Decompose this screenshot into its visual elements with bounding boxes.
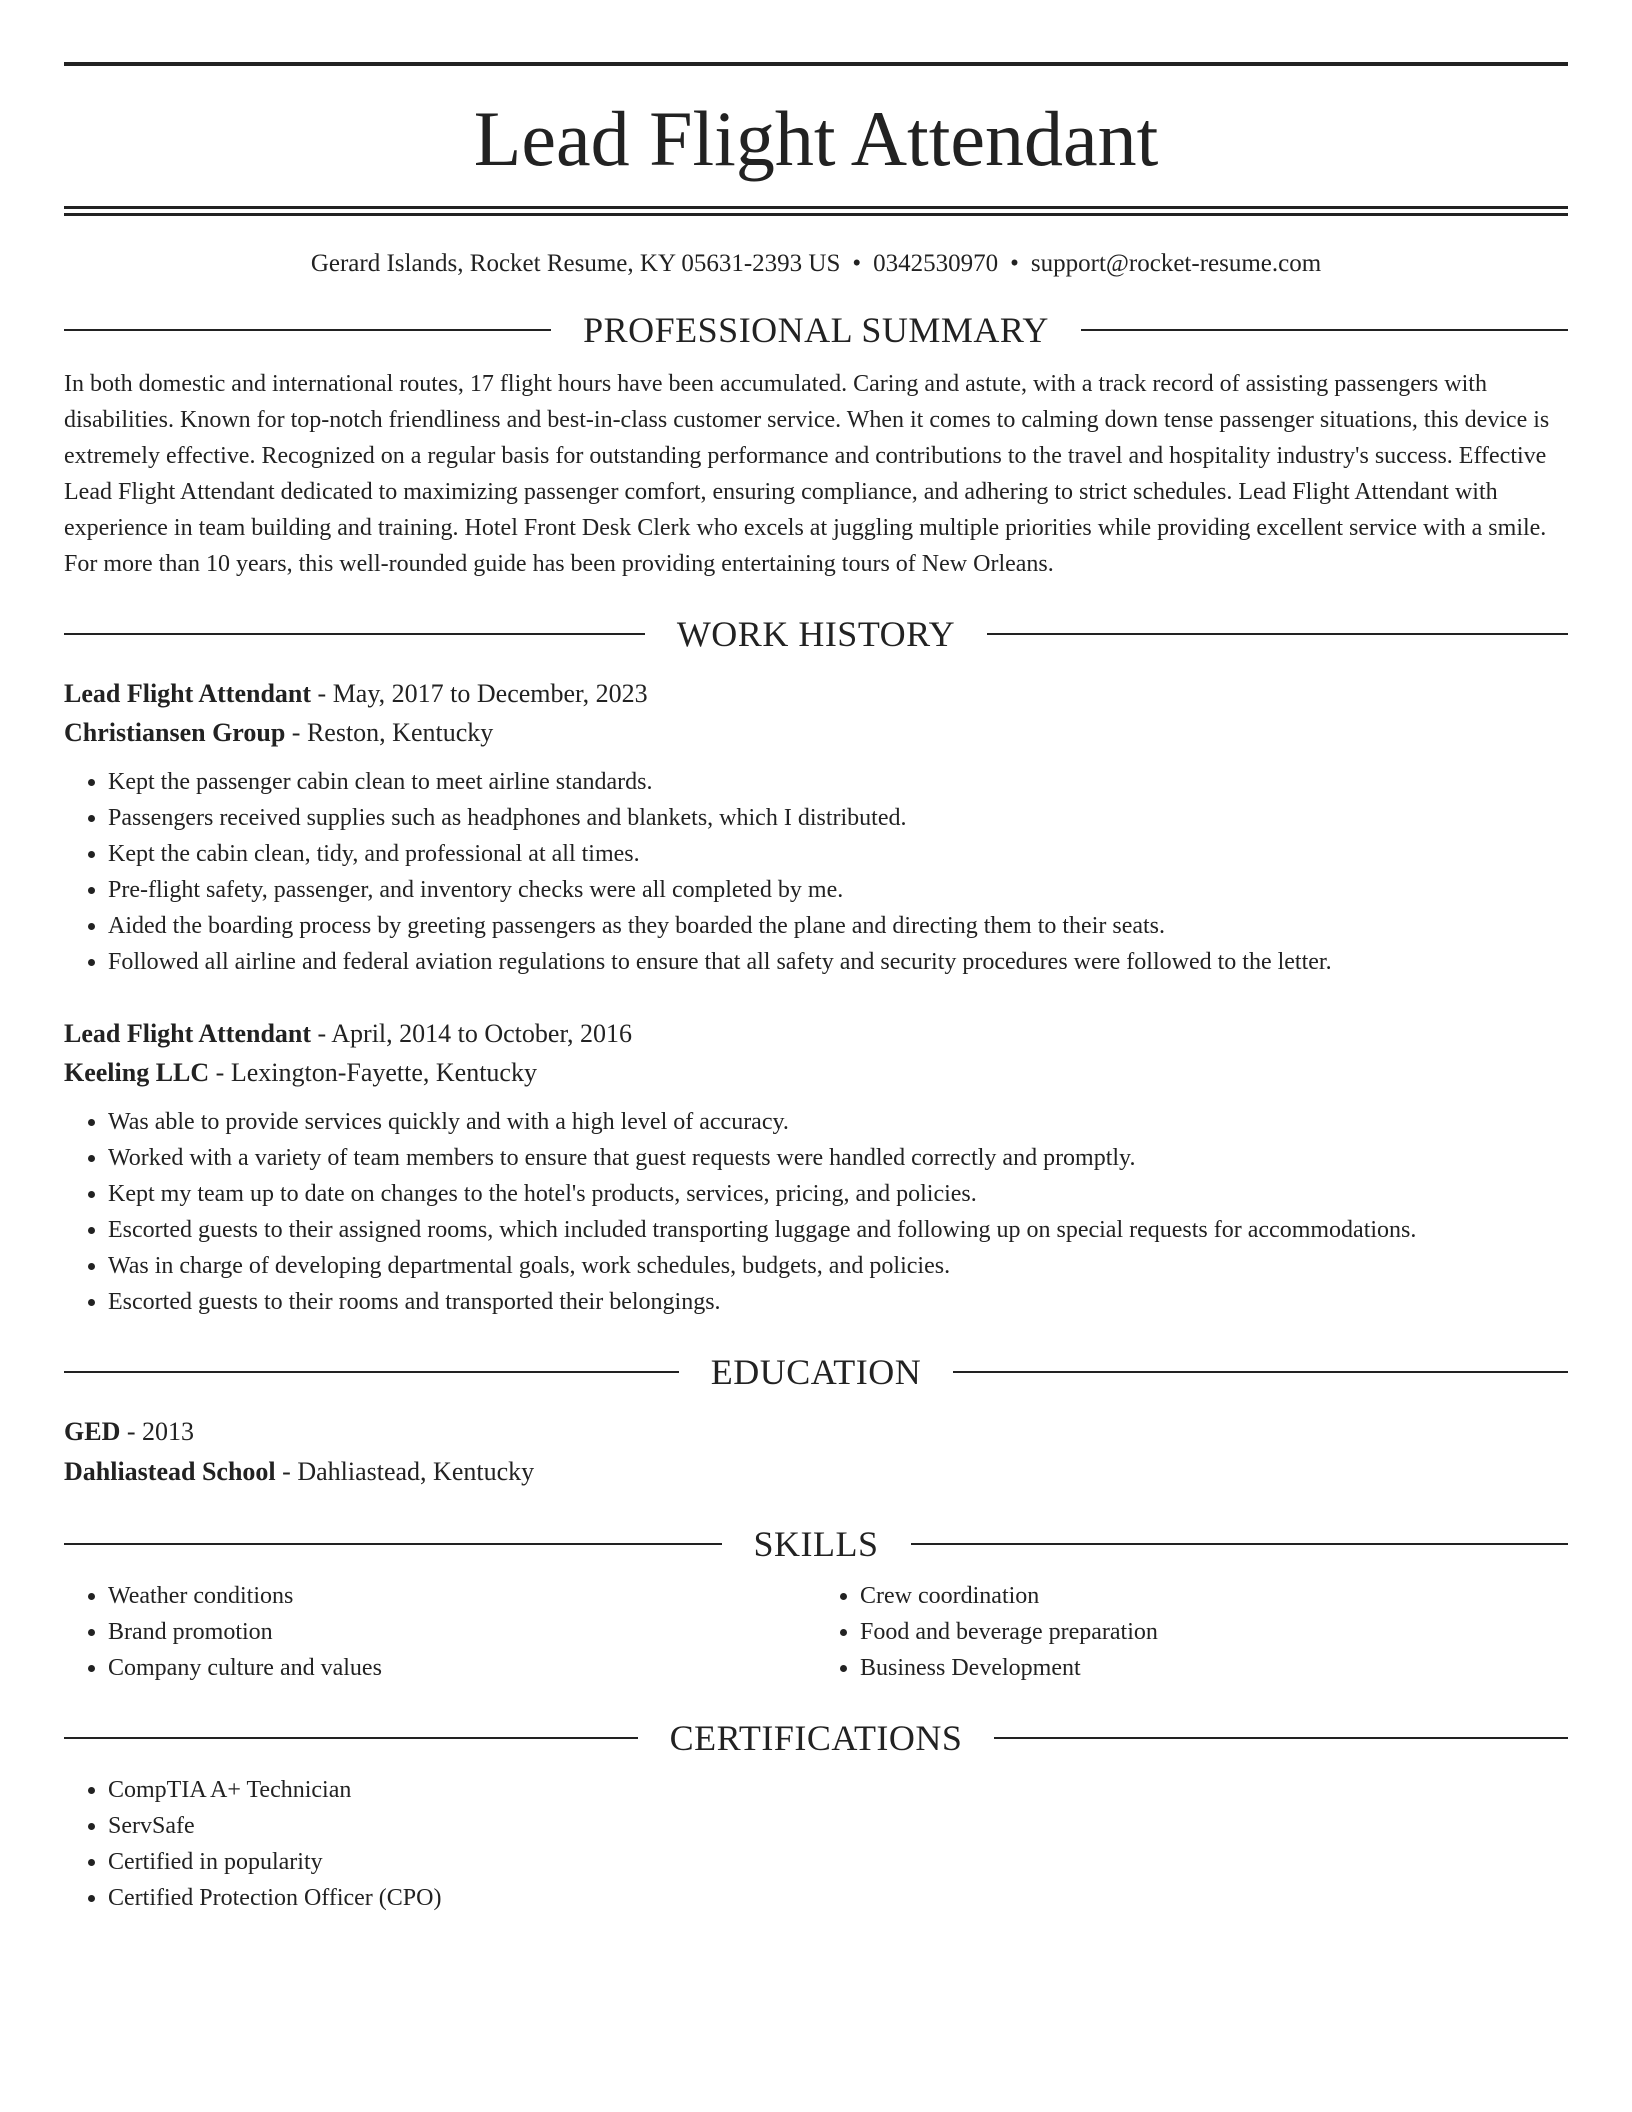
list-item: • ServSafe [108, 1808, 1568, 1844]
job-title: Lead Flight Attendant [64, 679, 312, 708]
contact-phone[interactable]: 0342530970 [873, 250, 999, 277]
resume-name: Lead Flight Attendant [473, 95, 1159, 182]
list-item: • Kept my team up to date on changes to the hotel's products, services, pricing, and policies. [108, 1176, 1568, 1212]
education-location: - Dahliastead, Kentucky [275, 1457, 535, 1486]
job-bullets [64, 1104, 1568, 1320]
list-item: • Pre-flight safety, passenger, and inventory checks were all completed by me. [108, 872, 1568, 908]
section-rule-left [64, 1543, 722, 1545]
education-school-line [64, 1452, 1568, 1492]
list-item: • Business Development [860, 1650, 1568, 1686]
education-degree-line [64, 1412, 1568, 1452]
list-item: • Certified in popularity [108, 1844, 1568, 1880]
list-item: • Kept the cabin clean, tidy, and professional at all times. [108, 836, 1568, 872]
job-title-line [64, 674, 1568, 713]
job-bullets [64, 764, 1568, 980]
skills-column-right [816, 1578, 1568, 1686]
list-item: • Passengers received supplies such as headphones and blankets, which I distributed. [108, 800, 1568, 836]
list-item: • Was in charge of developing departmental goals, work schedules, budgets, and policies. [108, 1248, 1568, 1284]
contact-address: Gerard Islands, Rocket Resume, KY 05631-2393 US [310, 250, 841, 277]
list-item: • Weather conditions [108, 1578, 816, 1614]
education-entry [64, 1412, 1568, 1492]
list-item: • Certified Protection Officer (CPO) [108, 1880, 1568, 1916]
section-title: SKILLS [753, 1524, 879, 1564]
skills-column-left [64, 1578, 816, 1686]
list-item: • Aided the boarding process by greeting passengers as they boarded the plane and directing them to their seats. [108, 908, 1568, 944]
job-company-line [64, 1053, 1568, 1092]
certifications-list [64, 1772, 1568, 1916]
job-entry [64, 1014, 1568, 1320]
certifications-bullets [64, 1772, 1568, 1916]
job-company: Christiansen Group [64, 718, 286, 747]
section-rule-right [953, 1371, 1568, 1373]
header-top-rule [64, 62, 1568, 66]
job-dates: - April, 2014 to October, 2016 [311, 1019, 633, 1048]
section-heading-summary [64, 312, 1568, 348]
section-rule-right [1081, 329, 1568, 331]
job-title: Lead Flight Attendant [64, 1019, 312, 1048]
education-degree: GED [64, 1417, 121, 1446]
list-item: • Food and beverage preparation [860, 1614, 1568, 1650]
list-item: • Worked with a variety of team members to ensure that guest requests were handled correctly and promptly. [108, 1140, 1568, 1176]
section-rule-left [64, 633, 645, 635]
list-item: • CompTIA A+ Technician [108, 1772, 1568, 1808]
section-rule-right [994, 1737, 1568, 1739]
header-double-rule [64, 206, 1568, 216]
list-item: • Escorted guests to their rooms and transported their belongings. [108, 1284, 1568, 1320]
section-rule-left [64, 1371, 679, 1373]
list-item: • Kept the passenger cabin clean to meet airline standards. [108, 764, 1568, 800]
job-location: - Lexington-Fayette, Kentucky [209, 1058, 537, 1087]
list-item: • Brand promotion [108, 1614, 816, 1650]
list-item: • Followed all airline and federal aviation regulations to ensure that all safety and security procedures were followed to the letter. [108, 944, 1568, 980]
section-rule-left [64, 1737, 638, 1739]
section-heading-certifications [64, 1720, 1568, 1756]
section-title: CERTIFICATIONS [669, 1718, 963, 1758]
section-heading-education [64, 1354, 1568, 1390]
contact-separator: • [852, 250, 862, 277]
section-title: PROFESSIONAL SUMMARY [583, 310, 1049, 350]
education-school: Dahliastead School [64, 1457, 276, 1486]
section-heading-work-history [64, 616, 1568, 652]
job-company: Keeling LLC [64, 1058, 210, 1087]
job-location: - Reston, Kentucky [285, 718, 494, 747]
section-title: EDUCATION [710, 1352, 922, 1392]
job-title-line [64, 1014, 1568, 1053]
list-item: • Company culture and values [108, 1650, 816, 1686]
contact-email[interactable]: support@rocket-resume.com [1030, 250, 1322, 277]
skills-list [64, 1578, 1568, 1686]
contact-line [64, 250, 1568, 278]
job-entry [64, 674, 1568, 980]
section-title: WORK HISTORY [676, 614, 956, 654]
section-rule-right [987, 633, 1568, 635]
education-year: - 2013 [120, 1417, 195, 1446]
contact-separator: • [1010, 250, 1019, 277]
job-dates: - May, 2017 to December, 2023 [311, 679, 648, 708]
list-item: • Escorted guests to their assigned rooms, which included transporting luggage and following up on special requests for accommodations. [108, 1212, 1568, 1248]
section-rule-right [911, 1543, 1569, 1545]
list-item: • Crew coordination [860, 1578, 1568, 1614]
section-heading-skills [64, 1526, 1568, 1562]
list-item: • Was able to provide services quickly and with a high level of accuracy. [108, 1104, 1568, 1140]
summary-text: In both domestic and international routes, 17 flight hours have been accumulated. Caring and astute, with a track record of assisting passengers with disabilities. Known for top-notch friendliness and best-in-class customer service. When it comes to calming down tense passenger situations, this device is extremely effective. Recognized on a regular basis for outstanding performance and contributions to the travel and hospitality industry's success. Effective Lead Flight Attendant dedicated to maximizing passenger comfort, ensuring compliance, and adhering to strict schedules. Lead Flight Attendant with experience in team building and training. Hotel Front Desk Clerk who excels at juggling multiple priorities while providing excellent service with a smile. For more than 10 years, this well-rounded guide has been providing entertaining tours of New Orleans. [64, 371, 1550, 577]
section-rule-left [64, 329, 551, 331]
job-company-line [64, 713, 1568, 752]
